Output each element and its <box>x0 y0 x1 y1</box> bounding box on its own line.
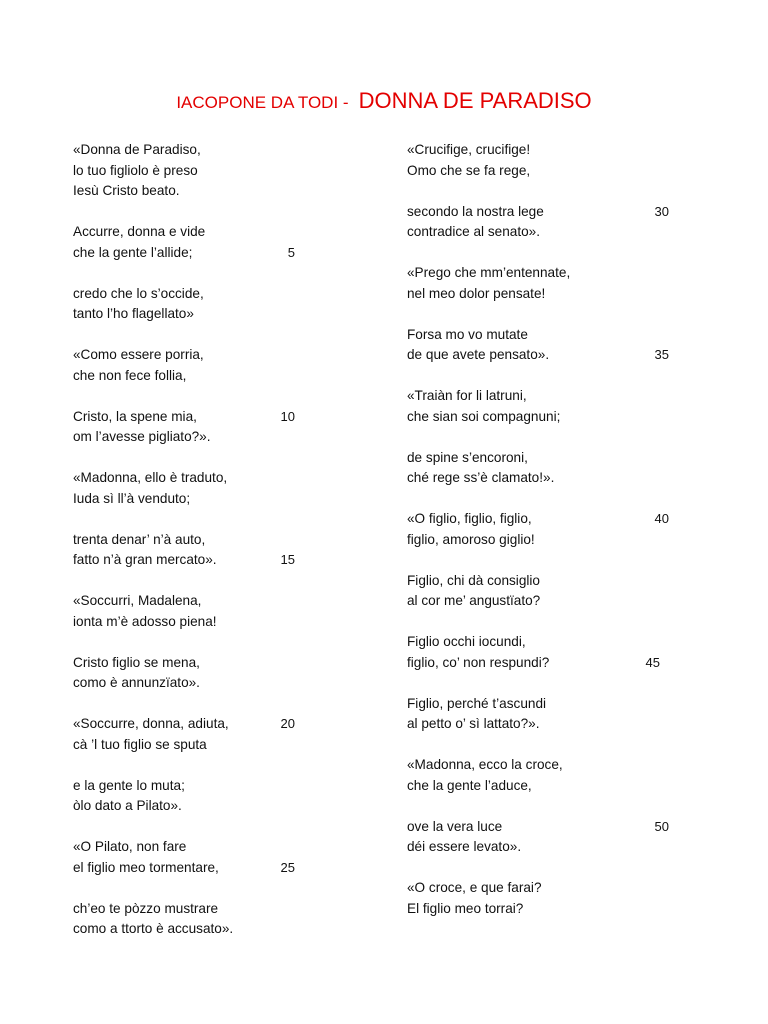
verse-text: «Madonna, ello è traduto, <box>73 470 228 485</box>
poem-title <box>0 88 768 114</box>
verse-line <box>407 140 672 161</box>
verse-line <box>73 612 303 633</box>
verse-line <box>73 468 303 489</box>
verse-line <box>407 755 672 776</box>
stanza-break <box>407 181 672 202</box>
verse-line <box>73 899 303 920</box>
verse-text: nel meo dolor pensate! <box>407 285 546 301</box>
stanza-break <box>73 509 303 530</box>
verse-text: contradice al senato». <box>407 224 541 239</box>
stanza-break <box>73 386 303 407</box>
poem-column-left <box>73 140 303 940</box>
verse-text: de spine s’encoroni, <box>407 449 528 465</box>
title-heading: DONNA DE PARADISO <box>358 88 592 113</box>
line-number: 15 <box>280 552 295 567</box>
stanza-break <box>407 858 672 879</box>
verse-text: che la gente l’allide; <box>73 244 193 260</box>
verse-text: de que avete pensato». <box>407 347 550 362</box>
verse-line <box>407 591 672 612</box>
line-number: 50 <box>654 818 669 834</box>
verse-line <box>73 243 303 264</box>
verse-line <box>73 776 303 797</box>
verse-text: Accurre, donna e vide <box>73 224 206 239</box>
verse-text: «Soccurri, Madalena, <box>73 593 202 608</box>
line-number: 45 <box>645 654 660 670</box>
verse-text: «Donna de Paradiso, <box>73 142 201 157</box>
verse-line <box>73 858 303 879</box>
verse-text: como è annunzïato». <box>73 675 200 690</box>
verse-line <box>407 325 672 346</box>
verse-line <box>407 694 672 715</box>
verse-line <box>73 673 303 694</box>
verse-line <box>407 468 672 489</box>
verse-text: «O figlio, figlio, figlio, <box>407 511 532 526</box>
verse-line <box>73 181 303 202</box>
verse-text: che non fece follia, <box>73 367 187 383</box>
line-number: 30 <box>654 203 669 219</box>
verse-text: al cor me’ angustïato? <box>407 593 541 608</box>
verse-line <box>407 530 672 551</box>
verse-text: ionta m’è adosso piena! <box>73 613 217 629</box>
verse-text: Iuda sì ll’à venduto; <box>73 490 191 506</box>
verse-line <box>73 161 303 182</box>
stanza-break <box>407 489 672 510</box>
verse-line <box>73 222 303 243</box>
line-number: 10 <box>280 408 295 424</box>
verse-line <box>407 632 672 653</box>
verse-text: al petto o’ sì lattato?». <box>407 716 540 731</box>
verse-text: Iesù Cristo beato. <box>73 183 180 198</box>
verse-text: om l’avesse pigliato?». <box>73 429 211 444</box>
verse-text: Forsa mo vo mutate <box>407 326 528 342</box>
verse-text: trenta denar’ n’à auto, <box>73 531 206 547</box>
verse-line <box>73 489 303 510</box>
verse-line <box>407 776 672 797</box>
verse-line <box>407 571 672 592</box>
verse-line <box>73 140 303 161</box>
stanza-break <box>73 755 303 776</box>
stanza-break <box>407 427 672 448</box>
verse-line <box>73 366 303 387</box>
verse-text: che sian soi compagnuni; <box>407 408 561 424</box>
verse-line <box>73 653 303 674</box>
line-number: 25 <box>280 859 295 875</box>
verse-text: «O Pilato, non fare <box>73 839 187 854</box>
stanza-break <box>407 366 672 387</box>
verse-line <box>407 386 672 407</box>
verse-text: Cristo, la spene mia, <box>73 408 197 424</box>
stanza-break <box>73 202 303 223</box>
line-number: 35 <box>654 347 669 362</box>
verse-line <box>73 714 303 735</box>
verse-line <box>407 407 672 428</box>
verse-line <box>407 202 672 223</box>
stanza-break <box>73 571 303 592</box>
verse-text: tanto l’ho flagellato» <box>73 306 194 321</box>
verse-line <box>407 899 672 920</box>
verse-line <box>407 714 672 735</box>
verse-text: ch’eo te pòzzo mustrare <box>73 900 219 916</box>
verse-text: Figlio occhi iocundi, <box>407 634 526 649</box>
verse-line <box>73 796 303 817</box>
verse-text: ove la vera luce <box>407 818 503 834</box>
stanza-break <box>407 735 672 756</box>
verse-line <box>73 919 303 940</box>
verse-line <box>407 878 672 899</box>
verse-text: òlo dato a Pilato». <box>73 798 182 813</box>
verse-text: e la gente lo muta; <box>73 777 185 793</box>
verse-line <box>407 263 672 284</box>
verse-line <box>73 284 303 305</box>
verse-text: che la gente l’aduce, <box>407 777 532 793</box>
verse-text: «Madonna, ecco la croce, <box>407 757 563 772</box>
verse-line <box>407 837 672 858</box>
verse-text: El figlio meo torrai? <box>407 900 524 916</box>
line-number: 5 <box>287 244 295 260</box>
verse-line <box>73 837 303 858</box>
verse-text: Cristo figlio se mena, <box>73 654 200 670</box>
stanza-break <box>73 878 303 899</box>
verse-line <box>407 222 672 243</box>
stanza-break <box>73 263 303 284</box>
verse-text: «O croce, e que farai? <box>407 880 542 895</box>
author-heading: IACOPONE DA TODI - <box>176 93 349 112</box>
verse-text: fatto n’à gran mercato». <box>73 552 217 567</box>
verse-text: Omo che se fa rege, <box>407 162 531 178</box>
verse-text: «Prego che mm’entennate, <box>407 265 571 280</box>
stanza-break <box>407 304 672 325</box>
stanza-break <box>407 243 672 264</box>
verse-line <box>73 427 303 448</box>
verse-line <box>407 448 672 469</box>
verse-line <box>407 509 672 530</box>
stanza-break <box>407 550 672 571</box>
stanza-break <box>73 694 303 715</box>
verse-text: déi essere levato». <box>407 839 522 854</box>
verse-text: figlio, co’ non respundi? <box>407 654 550 670</box>
verse-text: «Crucifige, crucifige! <box>407 142 531 157</box>
verse-line <box>73 530 303 551</box>
verse-text: figlio, amoroso giglio! <box>407 531 535 547</box>
stanza-break <box>407 673 672 694</box>
verse-line <box>73 304 303 325</box>
verse-line <box>73 345 303 366</box>
stanza-break <box>73 632 303 653</box>
verse-line <box>407 653 672 674</box>
stanza-break <box>407 796 672 817</box>
verse-line <box>407 161 672 182</box>
poem-column-right <box>407 140 672 919</box>
verse-line <box>407 284 672 305</box>
verse-line <box>407 817 672 838</box>
line-number: 40 <box>654 511 669 526</box>
verse-line <box>407 345 672 366</box>
verse-text: ché rege ss’è clamato!». <box>407 470 555 485</box>
line-number: 20 <box>280 716 295 731</box>
verse-text: credo che lo s’occide, <box>73 285 204 301</box>
verse-text: Figlio, chi dà consiglio <box>407 572 540 588</box>
verse-line <box>73 550 303 571</box>
verse-text: Figlio, perché t’ascundi <box>407 695 547 711</box>
verse-line <box>73 591 303 612</box>
verse-line <box>73 735 303 756</box>
verse-line <box>73 407 303 428</box>
verse-text: «Traiàn for li latruni, <box>407 388 527 403</box>
stanza-break <box>73 325 303 346</box>
verse-text: secondo la nostra lege <box>407 203 544 219</box>
verse-text: cà ’l tuo figlio se sputa <box>73 736 207 752</box>
stanza-break <box>73 817 303 838</box>
verse-text: «Como essere porria, <box>73 347 204 362</box>
stanza-break <box>73 448 303 469</box>
verse-text: lo tuo figliolo è preso <box>73 162 198 178</box>
verse-text: «Soccurre, donna, adiuta, <box>73 716 229 731</box>
verse-text: el figlio meo tormentare, <box>73 859 219 875</box>
stanza-break <box>407 612 672 633</box>
verse-text: como a ttorto è accusato». <box>73 921 234 936</box>
